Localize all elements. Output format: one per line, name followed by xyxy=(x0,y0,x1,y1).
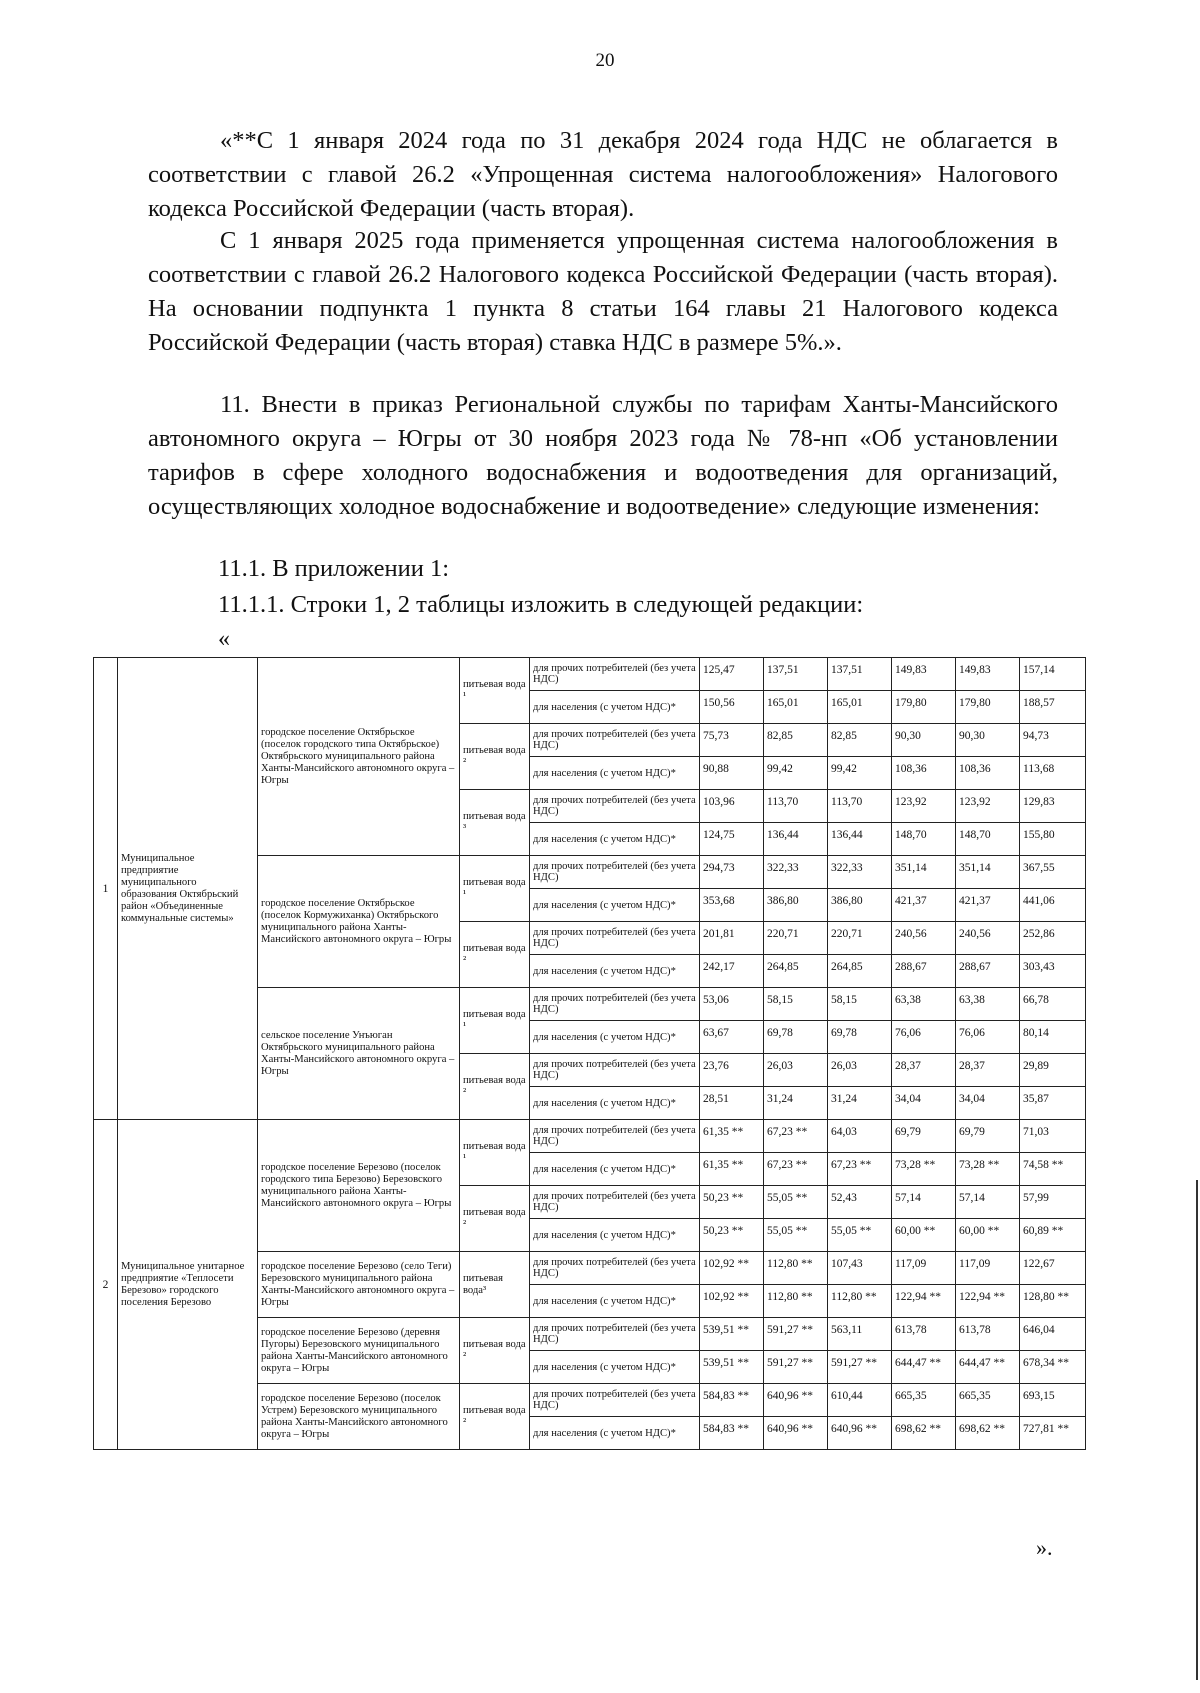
tariff-value-cell: 240,56 xyxy=(956,922,1020,955)
tariff-value-cell: 294,73 xyxy=(700,856,764,889)
tariff-value-cell: 137,51 xyxy=(828,658,892,691)
consumer-category-cell: для прочих потребителей (без учета НДС) xyxy=(530,1120,700,1153)
tariff-value-cell: 57,14 xyxy=(956,1186,1020,1219)
tariff-value-cell: 67,23 ** xyxy=(828,1153,892,1186)
tariff-value-cell: 136,44 xyxy=(828,823,892,856)
tariff-value-cell: 58,15 xyxy=(764,988,828,1021)
consumer-category-cell: для населения (с учетом НДС)* xyxy=(530,1351,700,1384)
tariff-value-cell: 610,44 xyxy=(828,1384,892,1417)
tariff-value-cell: 117,09 xyxy=(956,1252,1020,1285)
tariff-value-cell: 165,01 xyxy=(764,691,828,724)
tariff-value-cell: 57,14 xyxy=(892,1186,956,1219)
tariff-value-cell: 303,43 xyxy=(1020,955,1086,988)
consumer-category-cell: для населения (с учетом НДС)* xyxy=(530,955,700,988)
tariff-value-cell: 99,42 xyxy=(764,757,828,790)
consumer-category-cell: для прочих потребителей (без учета НДС) xyxy=(530,1318,700,1351)
table-row xyxy=(94,1120,1086,1153)
tariff-value-cell: 539,51 ** xyxy=(700,1318,764,1351)
tariff-value-cell: 71,03 xyxy=(1020,1120,1086,1153)
water-type-cell: питьевая вода ¹ xyxy=(460,988,530,1054)
consumer-category-cell: для населения (с учетом НДС)* xyxy=(530,889,700,922)
tariff-value-cell: 57,99 xyxy=(1020,1186,1086,1219)
tariff-value-cell: 74,58 ** xyxy=(1020,1153,1086,1186)
closing-quote: ». xyxy=(1036,1535,1053,1560)
tariff-value-cell: 242,17 xyxy=(700,955,764,988)
tariff-value-cell: 28,37 xyxy=(956,1054,1020,1087)
tariff-value-cell: 102,92 ** xyxy=(700,1252,764,1285)
tariff-value-cell: 640,96 ** xyxy=(828,1417,892,1450)
tariff-value-cell: 539,51 ** xyxy=(700,1351,764,1384)
tariff-value-cell: 644,47 ** xyxy=(892,1351,956,1384)
tariff-value-cell: 123,92 xyxy=(892,790,956,823)
tariff-value-cell: 149,83 xyxy=(956,658,1020,691)
tariff-value-cell: 94,73 xyxy=(1020,724,1086,757)
paragraph-vat-exemption: «**С 1 января 2024 года по 31 декабря 2024 года НДС не облагается в соответствии с главой 26.2 «Упрощенная система налогообложения» Налогового кодекса Российской Федерации (часть вторая). xyxy=(148,127,1058,222)
consumer-category-cell: для населения (с учетом НДС)* xyxy=(530,1153,700,1186)
tariff-value-cell: 123,92 xyxy=(956,790,1020,823)
consumer-category-cell: для населения (с учетом НДС)* xyxy=(530,823,700,856)
tariff-value-cell: 63,38 xyxy=(892,988,956,1021)
tariff-value-cell: 35,87 xyxy=(1020,1087,1086,1120)
tariff-value-cell: 108,36 xyxy=(956,757,1020,790)
tariff-value-cell: 90,88 xyxy=(700,757,764,790)
tariff-value-cell: 584,83 ** xyxy=(700,1384,764,1417)
tariff-value-cell: 63,67 xyxy=(700,1021,764,1054)
tariff-value-cell: 28,51 xyxy=(700,1087,764,1120)
tariff-value-cell: 157,14 xyxy=(1020,658,1086,691)
tariff-value-cell: 28,37 xyxy=(892,1054,956,1087)
consumer-category-cell: для населения (с учетом НДС)* xyxy=(530,1285,700,1318)
tariff-value-cell: 55,05 ** xyxy=(828,1219,892,1252)
tariff-value-cell: 82,85 xyxy=(828,724,892,757)
tariff-value-cell: 188,57 xyxy=(1020,691,1086,724)
tariff-value-cell: 640,96 ** xyxy=(764,1384,828,1417)
item-11-1: 11.1. В приложении 1: xyxy=(218,555,450,582)
water-type-cell: питьевая вода ³ xyxy=(460,790,530,856)
tariff-value-cell: 646,04 xyxy=(1020,1318,1086,1351)
tariff-value-cell: 112,80 ** xyxy=(764,1285,828,1318)
consumer-category-cell: для прочих потребителей (без учета НДС) xyxy=(530,988,700,1021)
tariff-value-cell: 240,56 xyxy=(892,922,956,955)
tariff-value-cell: 50,23 ** xyxy=(700,1186,764,1219)
tariff-value-cell: 63,38 xyxy=(956,988,1020,1021)
tariff-value-cell: 103,96 xyxy=(700,790,764,823)
tariff-value-cell: 34,04 xyxy=(956,1087,1020,1120)
scan-edge-mark xyxy=(1196,1180,1198,1680)
tariff-value-cell: 148,70 xyxy=(956,823,1020,856)
tariff-value-cell: 584,83 ** xyxy=(700,1417,764,1450)
tariff-value-cell: 113,68 xyxy=(1020,757,1086,790)
tariff-value-cell: 727,81 ** xyxy=(1020,1417,1086,1450)
tariff-value-cell: 55,05 ** xyxy=(764,1186,828,1219)
tariff-value-cell: 122,94 ** xyxy=(956,1285,1020,1318)
water-type-cell: питьевая вода ² xyxy=(460,724,530,790)
tariff-value-cell: 591,27 ** xyxy=(764,1351,828,1384)
water-type-cell: питьевая вода ² xyxy=(460,922,530,988)
tariff-value-cell: 69,79 xyxy=(956,1120,1020,1153)
territory-cell: городское поселение Березово (село Теги) Березовского муниципального района Ханты-Мансийского автономного округа – Югры xyxy=(258,1252,460,1318)
tariff-value-cell: 124,75 xyxy=(700,823,764,856)
tariff-value-cell: 69,78 xyxy=(828,1021,892,1054)
tariff-value-cell: 640,96 ** xyxy=(764,1417,828,1450)
tariff-value-cell: 264,85 xyxy=(764,955,828,988)
tariff-value-cell: 113,70 xyxy=(764,790,828,823)
tariff-value-cell: 179,80 xyxy=(892,691,956,724)
consumer-category-cell: для прочих потребителей (без учета НДС) xyxy=(530,1252,700,1285)
tariff-value-cell: 117,09 xyxy=(892,1252,956,1285)
tariff-value-cell: 76,06 xyxy=(892,1021,956,1054)
tariff-value-cell: 112,80 ** xyxy=(764,1252,828,1285)
tariff-value-cell: 421,37 xyxy=(892,889,956,922)
tariff-value-cell: 52,43 xyxy=(828,1186,892,1219)
tariff-value-cell: 90,30 xyxy=(956,724,1020,757)
tariff-value-cell: 678,34 ** xyxy=(1020,1351,1086,1384)
tariff-value-cell: 563,11 xyxy=(828,1318,892,1351)
tariff-value-cell: 136,44 xyxy=(764,823,828,856)
tariff-value-cell: 75,73 xyxy=(700,724,764,757)
tariff-value-cell: 125,47 xyxy=(700,658,764,691)
tariff-value-cell: 148,70 xyxy=(892,823,956,856)
tariff-value-cell: 288,67 xyxy=(956,955,1020,988)
tariff-value-cell: 264,85 xyxy=(828,955,892,988)
tariff-value-cell: 150,56 xyxy=(700,691,764,724)
territory-cell: городское поселение Березово (деревня Пугоры) Березовского муниципального района Ханты-Мансийского автономного округа – Югры xyxy=(258,1318,460,1384)
tariff-value-cell: 367,55 xyxy=(1020,856,1086,889)
tariff-value-cell: 179,80 xyxy=(956,691,1020,724)
tariff-value-cell: 122,67 xyxy=(1020,1252,1086,1285)
paragraph-item-11: 11. Внести в приказ Региональной службы по тарифам Ханты-Мансийского автономного округа – Югры от 30 ноября 2023 года № 78-нп «Об установлении тарифов в сфере холодного водоснабжения и водоотведения для организаций, осуществляющих холодное водоснабжение и водоотведение» следующие изменения: xyxy=(148,391,1058,520)
tariff-value-cell: 698,62 ** xyxy=(956,1417,1020,1450)
tariff-value-cell: 421,37 xyxy=(956,889,1020,922)
water-type-cell: питьевая вода ¹ xyxy=(460,1120,530,1186)
tariff-value-cell: 129,83 xyxy=(1020,790,1086,823)
consumer-category-cell: для прочих потребителей (без учета НДС) xyxy=(530,658,700,691)
tariff-value-cell: 61,35 ** xyxy=(700,1120,764,1153)
consumer-category-cell: для прочих потребителей (без учета НДС) xyxy=(530,1384,700,1417)
tariff-value-cell: 351,14 xyxy=(956,856,1020,889)
water-type-cell: питьевая вода ² xyxy=(460,1318,530,1384)
tariff-value-cell: 108,36 xyxy=(892,757,956,790)
tariff-value-cell: 128,80 ** xyxy=(1020,1285,1086,1318)
tariff-value-cell: 591,27 ** xyxy=(828,1351,892,1384)
tariff-value-cell: 665,35 xyxy=(956,1384,1020,1417)
tariff-value-cell: 64,03 xyxy=(828,1120,892,1153)
territory-cell: городское поселение Березово (поселок городского типа Березово) Березовского муниципального района Ханты-Мансийского автономного округа – Югры xyxy=(258,1120,460,1252)
tariff-value-cell: 137,51 xyxy=(764,658,828,691)
tariff-value-cell: 322,33 xyxy=(764,856,828,889)
territory-cell: городское поселение Октябрьское (поселок городского типа Октябрьское) Октябрьского муниципального района Ханты-Мансийского автономного округа – Югры xyxy=(258,658,460,856)
tariff-value-cell: 386,80 xyxy=(764,889,828,922)
consumer-category-cell: для населения (с учетом НДС)* xyxy=(530,757,700,790)
tariff-value-cell: 441,06 xyxy=(1020,889,1086,922)
territory-cell: сельское поселение Унъюган Октябрьского муниципального района Ханты-Мансийского автономного округа – Югры xyxy=(258,988,460,1120)
tariff-value-cell: 112,80 ** xyxy=(828,1285,892,1318)
consumer-category-cell: для прочих потребителей (без учета НДС) xyxy=(530,922,700,955)
tariff-value-cell: 73,28 ** xyxy=(956,1153,1020,1186)
tariff-value-cell: 80,14 xyxy=(1020,1021,1086,1054)
tariff-value-cell: 23,76 xyxy=(700,1054,764,1087)
tariff-value-cell: 693,15 xyxy=(1020,1384,1086,1417)
tariff-value-cell: 60,00 ** xyxy=(956,1219,1020,1252)
tariff-value-cell: 60,00 ** xyxy=(892,1219,956,1252)
consumer-category-cell: для населения (с учетом НДС)* xyxy=(530,1021,700,1054)
consumer-category-cell: для населения (с учетом НДС)* xyxy=(530,1087,700,1120)
tariff-value-cell: 31,24 xyxy=(764,1087,828,1120)
tariff-value-cell: 76,06 xyxy=(956,1021,1020,1054)
tariff-value-cell: 73,28 ** xyxy=(892,1153,956,1186)
tariff-table xyxy=(93,657,1086,1450)
tariff-value-cell: 220,71 xyxy=(828,922,892,955)
tariff-value-cell: 61,35 ** xyxy=(700,1153,764,1186)
page-number: 20 xyxy=(595,50,615,71)
water-type-cell: питьевая вода ² xyxy=(460,1384,530,1450)
org-index-cell: 1 xyxy=(94,658,118,1120)
tariff-value-cell: 107,43 xyxy=(828,1252,892,1285)
tariff-value-cell: 591,27 ** xyxy=(764,1318,828,1351)
tariff-value-cell: 122,94 ** xyxy=(892,1285,956,1318)
tariff-value-cell: 60,89 ** xyxy=(1020,1219,1086,1252)
tariff-value-cell: 351,14 xyxy=(892,856,956,889)
tariff-value-cell: 252,86 xyxy=(1020,922,1086,955)
tariff-value-cell: 665,35 xyxy=(892,1384,956,1417)
consumer-category-cell: для прочих потребителей (без учета НДС) xyxy=(530,724,700,757)
tariff-value-cell: 386,80 xyxy=(828,889,892,922)
consumer-category-cell: для прочих потребителей (без учета НДС) xyxy=(530,1054,700,1087)
tariff-value-cell: 34,04 xyxy=(892,1087,956,1120)
tariff-value-cell: 201,81 xyxy=(700,922,764,955)
tariff-value-cell: 353,68 xyxy=(700,889,764,922)
tariff-value-cell: 613,78 xyxy=(892,1318,956,1351)
tariff-value-cell: 66,78 xyxy=(1020,988,1086,1021)
tariff-value-cell: 613,78 xyxy=(956,1318,1020,1351)
opening-quote: « xyxy=(218,626,230,652)
consumer-category-cell: для населения (с учетом НДС)* xyxy=(530,1417,700,1450)
tariff-value-cell: 149,83 xyxy=(892,658,956,691)
tariff-value-cell: 698,62 ** xyxy=(892,1417,956,1450)
tariff-value-cell: 67,23 ** xyxy=(764,1120,828,1153)
tariff-value-cell: 165,01 xyxy=(828,691,892,724)
tariff-value-cell: 58,15 xyxy=(828,988,892,1021)
tariff-value-cell: 31,24 xyxy=(828,1087,892,1120)
tariff-value-cell: 322,33 xyxy=(828,856,892,889)
water-type-cell: питьевая вода³ xyxy=(460,1252,530,1318)
tariff-value-cell: 55,05 ** xyxy=(764,1219,828,1252)
consumer-category-cell: для прочих потребителей (без учета НДС) xyxy=(530,1186,700,1219)
water-type-cell: питьевая вода ² xyxy=(460,1054,530,1120)
tariff-value-cell: 99,42 xyxy=(828,757,892,790)
tariff-value-cell: 50,23 ** xyxy=(700,1219,764,1252)
tariff-value-cell: 69,79 xyxy=(892,1120,956,1153)
water-type-cell: питьевая вода ¹ xyxy=(460,658,530,724)
tariff-value-cell: 113,70 xyxy=(828,790,892,823)
tariff-value-cell: 69,78 xyxy=(764,1021,828,1054)
tariff-value-cell: 644,47 ** xyxy=(956,1351,1020,1384)
item-11-1-1: 11.1.1. Строки 1, 2 таблицы изложить в следующей редакции: xyxy=(218,591,864,618)
tariff-value-cell: 29,89 xyxy=(1020,1054,1086,1087)
consumer-category-cell: для прочих потребителей (без учета НДС) xyxy=(530,856,700,889)
organization-cell: Муниципальное предприятие муниципального образования Октябрьский район «Объединенные коммунальные системы» xyxy=(118,658,258,1120)
tariff-value-cell: 90,30 xyxy=(892,724,956,757)
org-index-cell: 2 xyxy=(94,1120,118,1450)
table-row xyxy=(94,658,1086,691)
water-type-cell: питьевая вода ² xyxy=(460,1186,530,1252)
tariff-value-cell: 102,92 ** xyxy=(700,1285,764,1318)
tariff-value-cell: 26,03 xyxy=(764,1054,828,1087)
consumer-category-cell: для прочих потребителей (без учета НДС) xyxy=(530,790,700,823)
tariff-value-cell: 26,03 xyxy=(828,1054,892,1087)
tariff-value-cell: 288,67 xyxy=(892,955,956,988)
tariff-value-cell: 155,80 xyxy=(1020,823,1086,856)
consumer-category-cell: для населения (с учетом НДС)* xyxy=(530,691,700,724)
tariff-value-cell: 53,06 xyxy=(700,988,764,1021)
water-type-cell: питьевая вода ¹ xyxy=(460,856,530,922)
organization-cell: Муниципальное унитарное предприятие «Теплосети Березово» городского поселения Березово xyxy=(118,1120,258,1450)
territory-cell: городское поселение Октябрьское (поселок Кормужиханка) Октябрьского муниципального района Ханты-Мансийского автономного округа – Югры xyxy=(258,856,460,988)
consumer-category-cell: для населения (с учетом НДС)* xyxy=(530,1219,700,1252)
territory-cell: городское поселение Березово (поселок Устрем) Березовского муниципального района Ханты-Мансийского автономного округа – Югры xyxy=(258,1384,460,1450)
tariff-value-cell: 82,85 xyxy=(764,724,828,757)
paragraph-simplified-tax: С 1 января 2025 года применяется упрощенная система налогообложения в соответствии с главой 26.2 Налогового кодекса Российской Федерации (часть вторая). На основании подпункта 1 пункта 8 статьи 164 главы 21 Налогового кодекса Российской Федерации (часть вторая) ставка НДС в размере 5%.». xyxy=(148,227,1058,356)
tariff-table-body xyxy=(94,658,1086,1450)
tariff-value-cell: 67,23 ** xyxy=(764,1153,828,1186)
tariff-value-cell: 220,71 xyxy=(764,922,828,955)
